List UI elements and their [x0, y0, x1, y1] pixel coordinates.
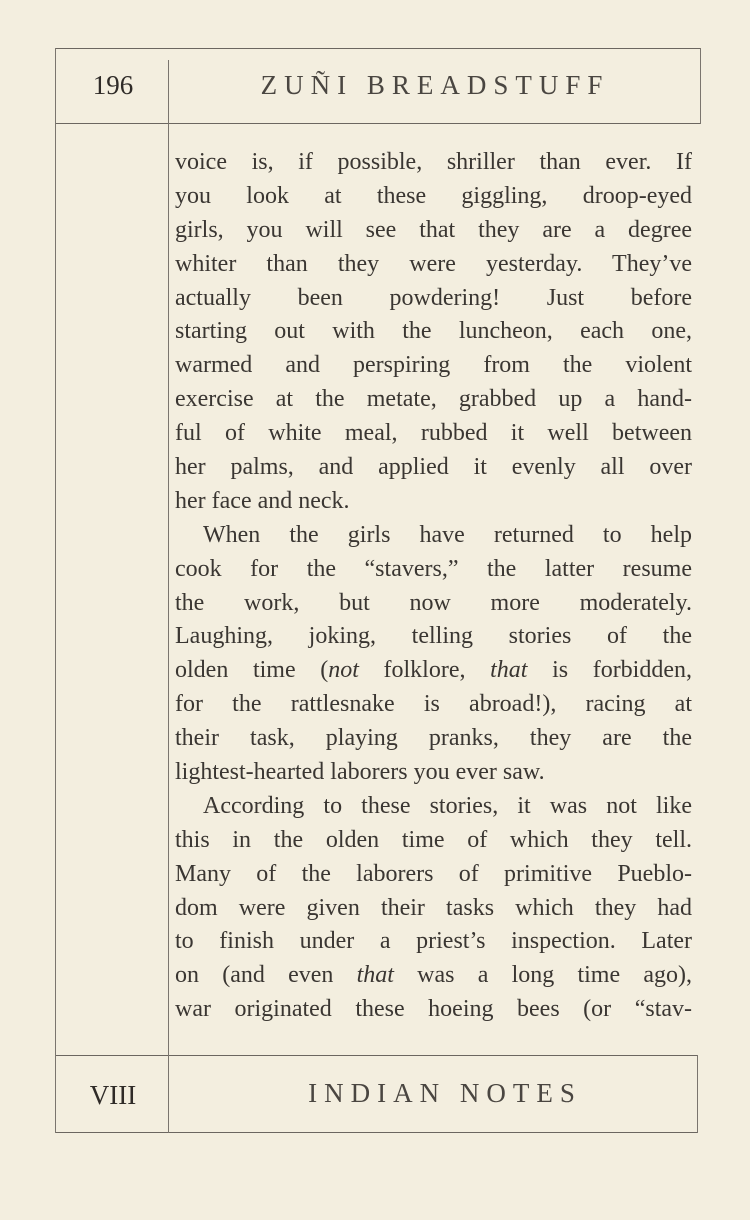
text-line: dom were given their tasks which they had — [175, 894, 692, 921]
running-title: ZUÑI BREADSTUFF — [260, 70, 610, 100]
text-line: whiter than they were yesterday. They’ve — [175, 250, 692, 277]
frame-left-rule — [55, 48, 56, 1133]
italic-text: not — [328, 657, 359, 684]
footer-title: INDIAN NOTES — [308, 1078, 582, 1108]
page-number: 196 — [92, 70, 134, 100]
text-line: warmed and perspiring from the violent — [175, 352, 692, 379]
text-line: you look at these giggling, droop-eyed — [175, 182, 692, 209]
italic-text: that — [356, 962, 394, 989]
frame-bottom-rule — [55, 1132, 698, 1133]
text-line: ful of white meal, rubbed it well between — [175, 420, 692, 447]
text-line: girls, you will see that they are a degree — [175, 216, 692, 243]
frame-right-rule-top — [700, 48, 701, 124]
text-line — [175, 959, 692, 993]
text-segment: is forbidden, — [527, 657, 692, 684]
text-line: for the rattlesnake is abroad!), racing at — [175, 691, 692, 718]
text-line: their task, playing pranks, they are the — [175, 725, 692, 752]
column-divider — [168, 60, 169, 1133]
text-line: war originated these hoeing bees (or “stav- — [175, 996, 692, 1023]
text-line: her face and neck. — [175, 487, 350, 514]
text-line: starting out with the luncheon, each one, — [175, 318, 692, 345]
footer-top-rule — [55, 1055, 698, 1056]
text-line: the work, but now more moderately. — [175, 589, 692, 616]
text-line: this in the olden time of which they tell. — [175, 826, 692, 853]
text-segment: on (and even — [175, 962, 357, 989]
text-line: lightest-hearted laborers you ever saw. — [175, 759, 545, 786]
text-line: voice is, if possible, shriller than ever. If — [175, 149, 692, 175]
text-line: When the girls have returned to help — [203, 521, 692, 548]
text-line — [175, 654, 692, 688]
body-text — [175, 146, 692, 1027]
frame-top-rule — [55, 48, 701, 49]
text-line: According to these stories, it was not like — [203, 792, 692, 819]
text-line: Many of the laborers of primitive Pueblo- — [175, 860, 692, 887]
text-line: exercise at the metate, grabbed up a hand- — [175, 386, 692, 413]
text-line: Laughing, joking, telling stories of the — [175, 623, 692, 650]
text-line: actually been powdering! Just before — [175, 284, 692, 311]
header-bottom-rule — [55, 123, 701, 124]
text-line: cook for the “stavers,” the latter resume — [175, 555, 692, 582]
footer-section-number: VIII — [89, 1080, 137, 1110]
text-segment: was a long time ago), — [393, 962, 692, 989]
text-segment: olden time ( — [175, 657, 329, 684]
italic-text: that — [490, 657, 528, 684]
text-segment: folklore, — [358, 657, 491, 684]
text-line: her palms, and applied it evenly all over — [175, 454, 692, 481]
text-line: to finish under a priest’s inspection. Later — [175, 928, 692, 955]
